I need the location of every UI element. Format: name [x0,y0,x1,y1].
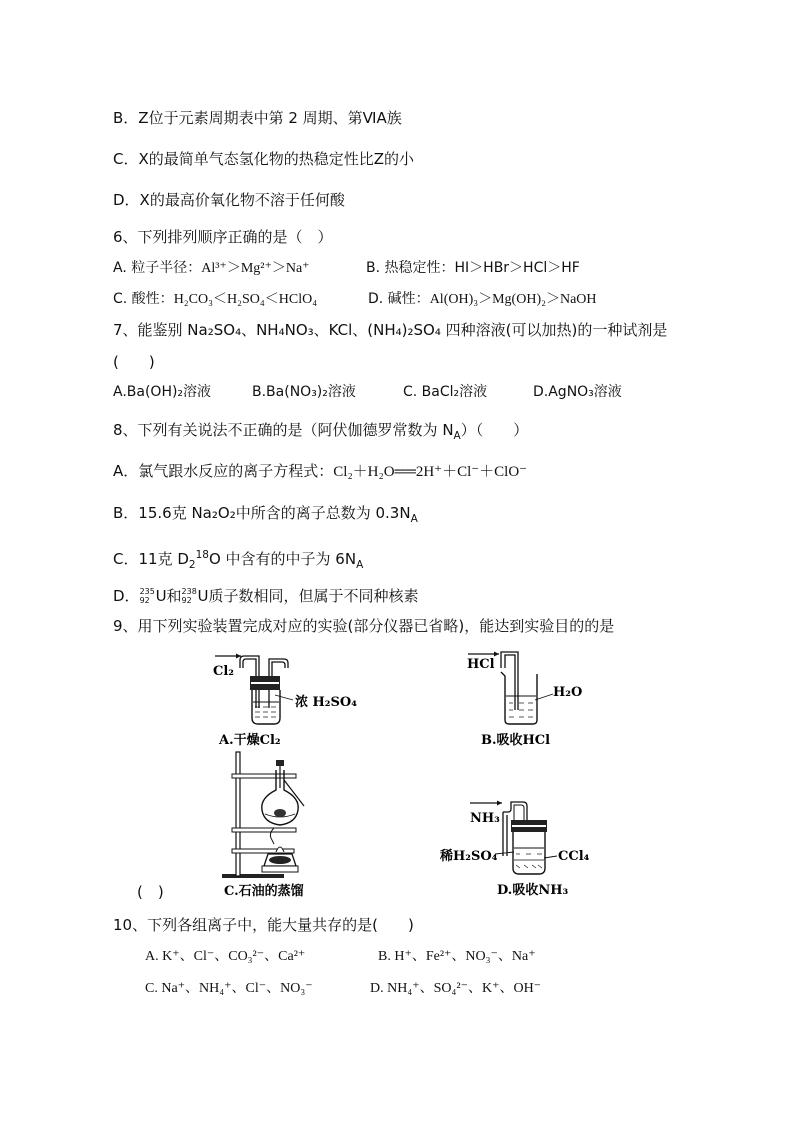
q8-c-d-sub: 2 [188,559,196,571]
apparatus-c-distillation [210,748,340,900]
q10-option-c: C. Na⁺、NH₄⁺、Cl⁻、NO₃⁻ [145,981,313,996]
apparatus-d-right-label: CCl₄ [558,849,590,864]
apparatus-a-gas-label: Cl₂ [213,664,234,679]
q6-d-formula: Al(OH)₃＞Mg(OH)₂＞NaOH [429,292,597,307]
q8-c-sub: A [356,559,364,571]
q6-c-prefix: C. 酸性： [113,291,174,307]
q8-stem-sub: A [453,430,461,442]
apparatus-d-caption: D.吸收NH₃ [497,883,569,898]
q10-option-a: A. K⁺、Cl⁻、CO₃²⁻、Ca²⁺ [145,949,306,964]
q8-option-d [113,586,419,607]
q10-option-b: B. H⁺、Fe²⁺、NO₃⁻、Na⁺ [378,949,536,964]
atomic-number-92-b: 92 [181,595,192,605]
apparatus-b-liquid-label: H₂O [553,685,583,700]
apparatus-b-caption: B.吸收HCl [481,733,551,748]
apparatus-a-liquid-label: 浓 H₂SO₄ [295,695,357,710]
mass-235: 235 [139,586,155,596]
apparatus-b-gas-label: HCl [467,657,495,672]
q8-d-end: U质子数相同，但属于不同种核素 [197,587,419,605]
q7-stem: 7、能鉴别 Na₂SO₄、NH₄NO₃、KCl、(NH₄)₂SO₄ 四种溶液(可以加热)的一种试剂是 [113,321,668,339]
q8-c-mid: O 中含有的中子为 6N [208,550,357,568]
atomic-number-92: 92 [139,595,150,605]
q7-paren: ( ) [113,353,155,371]
q6-stem: 6、下列排列顺序正确的是（ ） [113,228,333,246]
q8-a-prefix: A．氯气跟水反应的离子方程式： [113,462,334,480]
apparatus-b-beaker [463,648,593,748]
q5-option-c: C．X的最简单气态氢化物的热稳定性比Z的小 [113,150,415,168]
q7-option-c: C. BaCl₂溶液 [403,384,488,400]
q8-stem-end: ）（ ） [460,421,529,439]
q8-a-equation: Cl₂＋H₂O══2H⁺＋Cl⁻＋ClO⁻ [333,464,528,480]
q8-b-text: B．15.6克 Na₂O₂中所含的离子总数为 0.3N [113,504,411,522]
q8-c-mass-18: 18 [195,549,209,561]
q5-option-d: D．X的最高价氧化物不溶于任何酸 [113,191,345,209]
q9-stem: 9、用下列实验装置完成对应的实验(部分仪器已省略)，能达到实验目的的是 [113,617,615,635]
q8-b-sub: A [410,513,418,525]
q6-c-formula: H₂CO₃＜H₂SO₄＜HClO₄ [173,292,318,307]
q8-d-mid: U和 [155,587,182,605]
q6-option-d [368,289,597,310]
mass-238: 238 [181,586,197,596]
q6-option-b: B. 热稳定性：HI＞HBr＞HCl＞HF [366,260,580,276]
q6-a-prefix: A. 粒子半径： [113,260,202,276]
q7-option-d: D.AgNO₃溶液 [533,384,622,400]
q8-option-a [113,461,527,482]
apparatus-c-caption: C.石油的蒸馏 [224,884,304,899]
q6-d-prefix: D. 碱性： [368,291,430,307]
q6-option-a [113,258,310,279]
apparatus-d-left-label: 稀H₂SO₄ [440,849,498,864]
q8-option-c [113,545,363,575]
q6-a-formula: Al³⁺＞Mg²⁺＞Na⁺ [201,261,310,276]
apparatus-a-caption: A.干燥Cl₂ [219,733,281,748]
isotope-u235-label [140,587,156,607]
q8-stem-text: 8、下列有关说法不正确的是（阿伏伽德罗常数为 N [113,421,454,439]
q8-c-prefix: C．11克 D [113,550,189,568]
q7-option-b: B.Ba(NO₃)₂溶液 [252,384,356,400]
q10-stem: 10、下列各组离子中，能大量共存的是( ) [113,916,414,934]
q8-d-prefix: D． [113,587,140,605]
q10-option-d: D. NH₄⁺、SO₄²⁻、K⁺、OH⁻ [370,981,542,996]
q8-option-b [113,503,418,529]
apparatus-d-absorber [440,798,610,900]
q6-option-c [113,289,317,310]
q5-option-b: B．Z位于元素周期表中第 2 周期、第ⅥA族 [113,109,402,127]
q9-paren: ( ) [137,883,164,901]
q8-stem [113,420,528,446]
apparatus-d-gas-label: NH₃ [470,811,500,826]
q7-option-a: A.Ba(OH)₂溶液 [113,384,212,400]
isotope-u238-label [182,587,198,607]
apparatus-a-drying-bottle [205,648,380,748]
